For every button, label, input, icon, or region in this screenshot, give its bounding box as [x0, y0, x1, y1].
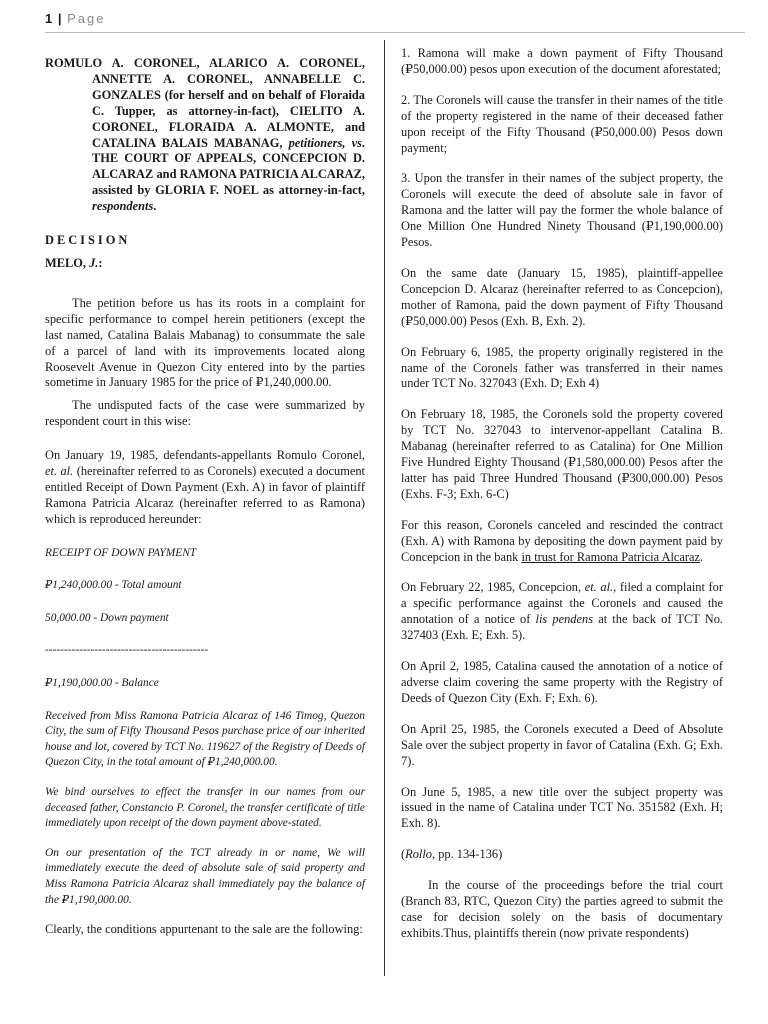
page-number: 1	[45, 11, 53, 26]
paragraph-clearly: Clearly, the conditions appurtenant to the sale are the following:	[45, 922, 363, 937]
receipt-down-payment: 50,000.00 - Down payment	[45, 611, 169, 624]
paragraph-course: In the course of the proceedings before the trial court (Branch 83, RTC, Quezon City) the parties agreed to submit the case for decision solely on the basis of documentary exhibits.Thus, plaintiffs therein (now private respondents)	[401, 878, 723, 940]
respondents-label: respondents	[92, 199, 154, 214]
text: On February 22, 1985, Concepcion,	[401, 580, 582, 595]
condition-3: 3. Upon the transfer in their names of the subject property, the Coronels will execute the deed of absolute sale in favor of Ramona and the latter will pay the former the whole balance of One Million One Hundred Ninety Thousand (₽1,190,000.00) Pesos.	[401, 171, 723, 250]
receipt-paragraph-2: We bind ourselves to effect the transfer in our names from our deceased father, Constancio P. Coronel, the transfer certificate of title immediately upon receipt of the down payment above-stated.	[45, 786, 365, 830]
header-rule	[45, 32, 745, 33]
et-al: et. al.	[584, 580, 614, 595]
condition-2: 2. The Coronels will cause the transfer in their names of the title of the property registered in the name of their deceased father upon receipt of the Fifty Thousand (₽50,000.00) Pesos down payment;	[401, 92, 723, 155]
receipt-paragraph-1: Received from Miss Ramona Patricia Alcaraz of 146 Timog, Quezon City, the sum of Fifty Thousand Pesos purchase price of our inherited house and lot, covered by TCT No. 119627 of the Registry of Deeds of Quezon City, in the total amount of ₽1,240,000.00.	[45, 709, 365, 769]
receipt-separator: -------------------------------------------	[45, 644, 209, 657]
period: .	[700, 549, 704, 564]
page-label: Page	[67, 11, 106, 26]
colon: :	[98, 255, 103, 270]
column-divider	[384, 40, 385, 976]
underlined-text: in trust for Ramona Patricia Alcaraz	[521, 549, 701, 564]
rollo-citation	[401, 847, 723, 863]
paragraph-same-date: On the same date (January 15, 1985), plaintiff-appellee Concepcion D. Alcaraz (hereinafter referred to as Concepcion), mother of Ramona, paid the down payment of Fifty Thousand (₽50,000.00) Pesos (Exh. B, Exh. 2).	[401, 265, 723, 328]
paragraph-april-2: On April 2, 1985, Catalina caused the annotation of a notice of adverse claim covering the same property with the Registry of Deeds of Quezon City (Exh. F; Exh. 6).	[401, 659, 723, 705]
receipt-total: ₽1,240,000.00 - Total amount	[45, 579, 182, 592]
page-separator: |	[57, 11, 62, 26]
left-column	[45, 56, 365, 938]
paragraph-january-19	[45, 448, 365, 528]
period: .	[153, 199, 157, 214]
case-parties	[45, 56, 365, 215]
receipt-balance: ₽1,190,000.00 - Balance	[45, 677, 159, 690]
text: (hereinafter referred to as Coronels) executed a document entitled Receipt of Down Payment (Exh. A) in favor of plaintiff Ramona Patricia Alcaraz (hereinafter referred to as Ramona) which is reproduced hereunder:	[45, 464, 366, 526]
lis-pendens: lis pendens	[535, 612, 594, 627]
paragraph-february-22	[401, 580, 723, 644]
ponente	[45, 256, 365, 272]
receipt-title: RECEIPT OF DOWN PAYMENT	[45, 546, 197, 559]
text: , filed a complaint for a specific performance against the Coronels and caused the annotation of a notice of	[401, 580, 723, 627]
paragraph-june-5: On June 5, 1985, a new title over the subject property was issued in the name of Catalina under TCT No. 351582 (Exh. H; Exh. 8).	[401, 784, 723, 831]
pages: , pp. 134-136)	[432, 847, 503, 862]
condition-1: 1. Ramona will make a down payment of Fifty Thousand (₽50,000.00) pesos upon execution of the document aforestated;	[401, 46, 723, 76]
et-al: et. al.	[45, 464, 74, 479]
text: For this reason, Coronels canceled and rescinded the contract (Exh. A) with Ramona by depositing the down payment paid by Concepcion in the bank	[401, 517, 723, 564]
paragraph-february-6: On February 6, 1985, the property originally registered in the name of the Coronels father was transferred in their names under TCT No. 327043 (Exh. D; Exh 4)	[401, 344, 723, 391]
paren: (	[401, 847, 406, 862]
paragraph-undisputed: The undisputed facts of the case were summarized by respondent court in this wise:	[45, 398, 365, 429]
paragraph-petition: The petition before us has its roots in a complaint for specific performance to compel herein petitioners (except the last named, Catalina Balais Mabanag) to consummate the sale of a parcel of land with its improvements located along Roosevelt Avenue in Quezon City entered into by the parties sometime in January 1985 for the price of ₽1,240,000.00.	[45, 295, 365, 390]
text: On January 19, 1985, defendants-appellants Romulo Coronel,	[45, 448, 365, 463]
comma: ,	[342, 135, 346, 150]
versus-label: vs	[351, 135, 362, 150]
right-column	[401, 46, 723, 942]
page-header	[45, 11, 106, 26]
rollo: Rollo	[405, 847, 432, 862]
ponente-name: MELO,	[45, 255, 86, 270]
petitioners-label: petitioners	[288, 135, 343, 150]
text: at the back of TCT No. 327403 (Exh. E; Exh. 5).	[401, 612, 723, 643]
parties-part-1: ROMULO A. CORONEL, ALARICO A. CORONEL, ANNETTE A. CORONEL, ANNABELLE C. GONZALES (for herself and on behalf of Floraida C. Tupper, as attorney-in-fact), CIELITO A. CORONEL, FLORAIDA A. ALMONTE, and CATALINA BALAIS MABANAG,	[45, 56, 365, 150]
parties-part-2: . THE COURT OF APPEALS, CONCEPCION D. ALCARAZ and RAMONA PATRICIA ALCARAZ, assisted by GLORIA F. NOEL as attorney-in-fact,	[92, 135, 365, 198]
receipt-paragraph-3: On our presentation of the TCT already in or name, We will immediately execute the deed of absolute sale of said property and Miss Ramona Patricia Alcaraz shall immediately pay the balance of the ₽1,190,000.00.	[45, 846, 365, 906]
decision-heading: DECISION	[45, 233, 131, 248]
paragraph-february-18: On February 18, 1985, the Coronels sold the property covered by TCT No. 327043 to intervenor-appellant Catalina B. Mabanag (hereinafter referred to as Catalina) for One Million Five Hundred Eighty Thousand (₽1,580,000.00) Pesos after the latter has paid Three Hundred Thousand (₽300,000.00) Pesos (Exhs. F-3; Exh. 6-C)	[401, 407, 723, 501]
paragraph-april-25: On April 25, 1985, the Coronels executed a Deed of Absolute Sale over the subject property in favor of Catalina (Exh. G; Exh. 7).	[401, 721, 723, 768]
ponente-title: J.	[89, 255, 99, 270]
paragraph-rescission	[401, 518, 723, 566]
